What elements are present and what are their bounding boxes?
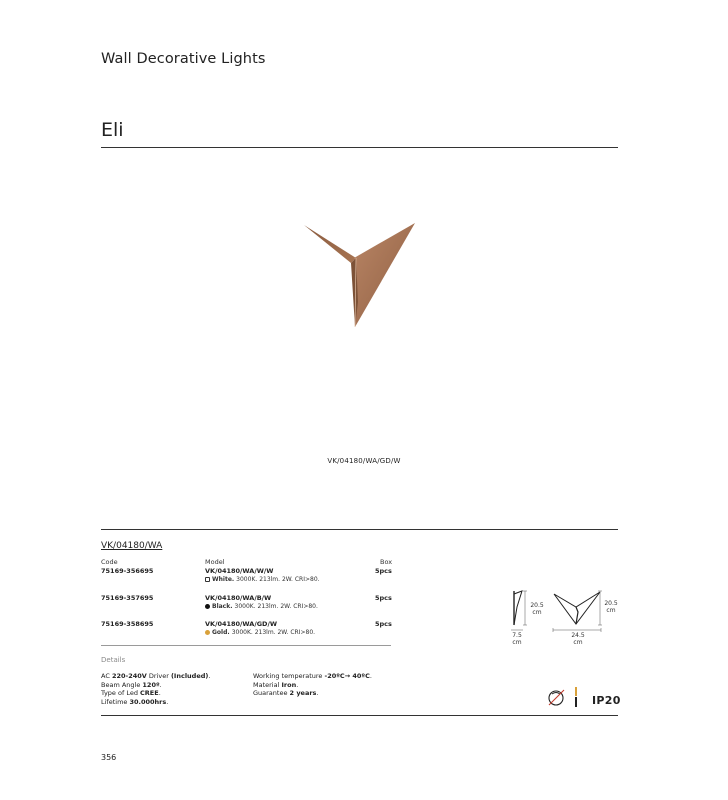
spec-line: Type of Led CREE.: [101, 689, 161, 698]
row-finish: Black.: [212, 603, 233, 610]
side-depth-unit: cm: [512, 638, 522, 646]
details-label: Details: [101, 656, 126, 664]
spec-line: Material Iron.: [253, 680, 299, 689]
row-model: VK/04180/WA/B/W: [205, 594, 272, 602]
spec-line: Beam Angle 120º.: [101, 680, 162, 689]
row-box: 5pcs: [375, 620, 392, 628]
product-image: [300, 220, 420, 332]
row-finish: White.: [212, 576, 235, 583]
row-model: VK/04180/WA/W/W: [205, 567, 274, 575]
row-description: [205, 576, 320, 583]
swatch-gold-icon: [205, 630, 210, 635]
row-code: 75169-358695: [101, 620, 154, 628]
details-right-column: [253, 672, 372, 698]
details-bottom-rule: [101, 715, 618, 716]
lamp-left-wing: [304, 225, 356, 263]
page-number: 356: [101, 753, 117, 762]
row-code: 75169-357695: [101, 594, 154, 602]
hero-caption: VK/04180/WA/GD/W: [327, 457, 401, 465]
family-code: VK/04180/WA: [101, 541, 163, 551]
row-specs: 3000K. 213lm. 2W. CRI>80.: [236, 576, 320, 583]
details-left-column: [101, 672, 210, 707]
row-description: [205, 603, 318, 610]
front-width-value: 24.5: [571, 632, 585, 639]
no-dimming-icon: [545, 686, 567, 708]
side-depth-label: [507, 633, 527, 646]
row-specs: 3000K. 213lm. 2W. CRI>80.: [234, 603, 318, 610]
row-code: 75169-356695: [101, 567, 154, 575]
side-height-value: 20.5: [530, 602, 544, 609]
front-width-unit: cm: [573, 638, 583, 646]
led-strip-icon: [573, 686, 579, 708]
swatch-white-icon: [205, 577, 210, 582]
row-box: 5pcs: [375, 567, 392, 575]
column-header-code: Code: [101, 558, 118, 566]
row-box: 5pcs: [375, 594, 392, 602]
column-header-box: Box: [380, 558, 393, 566]
row-model: VK/04180/WA/GD/W: [205, 620, 277, 628]
spec-line: Working temperature -20ºC→ 40ºC.: [253, 672, 372, 680]
spec-line: AC 220-240V Driver (Included).: [101, 672, 211, 680]
front-height-unit: cm: [606, 606, 616, 614]
front-view-drawing: [552, 590, 602, 628]
row-description: [205, 629, 315, 636]
row-finish: Gold.: [212, 629, 230, 636]
product-name: Eli: [101, 119, 124, 141]
table-bottom-rule: [101, 645, 391, 646]
side-depth-value: 7.5: [512, 632, 522, 639]
side-height-label: [527, 603, 547, 616]
spec-line: Lifetime 30.000hrs.: [101, 698, 169, 707]
table-top-rule: [101, 529, 618, 530]
ip-rating: IP20: [592, 694, 621, 707]
side-height-unit: cm: [532, 608, 542, 616]
category-title: Wall Decorative Lights: [101, 51, 266, 67]
row-specs: 3000K. 213lm. 2W. CRI>80.: [231, 629, 316, 636]
spec-line: Guarantee 2 years.: [253, 689, 319, 698]
column-header-model: Model: [205, 558, 225, 566]
front-height-value: 20.5: [604, 600, 618, 607]
front-height-label: [601, 601, 621, 614]
lamp-right-wing: [354, 223, 415, 327]
header-rule: [101, 147, 618, 148]
swatch-black-icon: [205, 604, 210, 609]
front-width-label: [568, 633, 588, 646]
